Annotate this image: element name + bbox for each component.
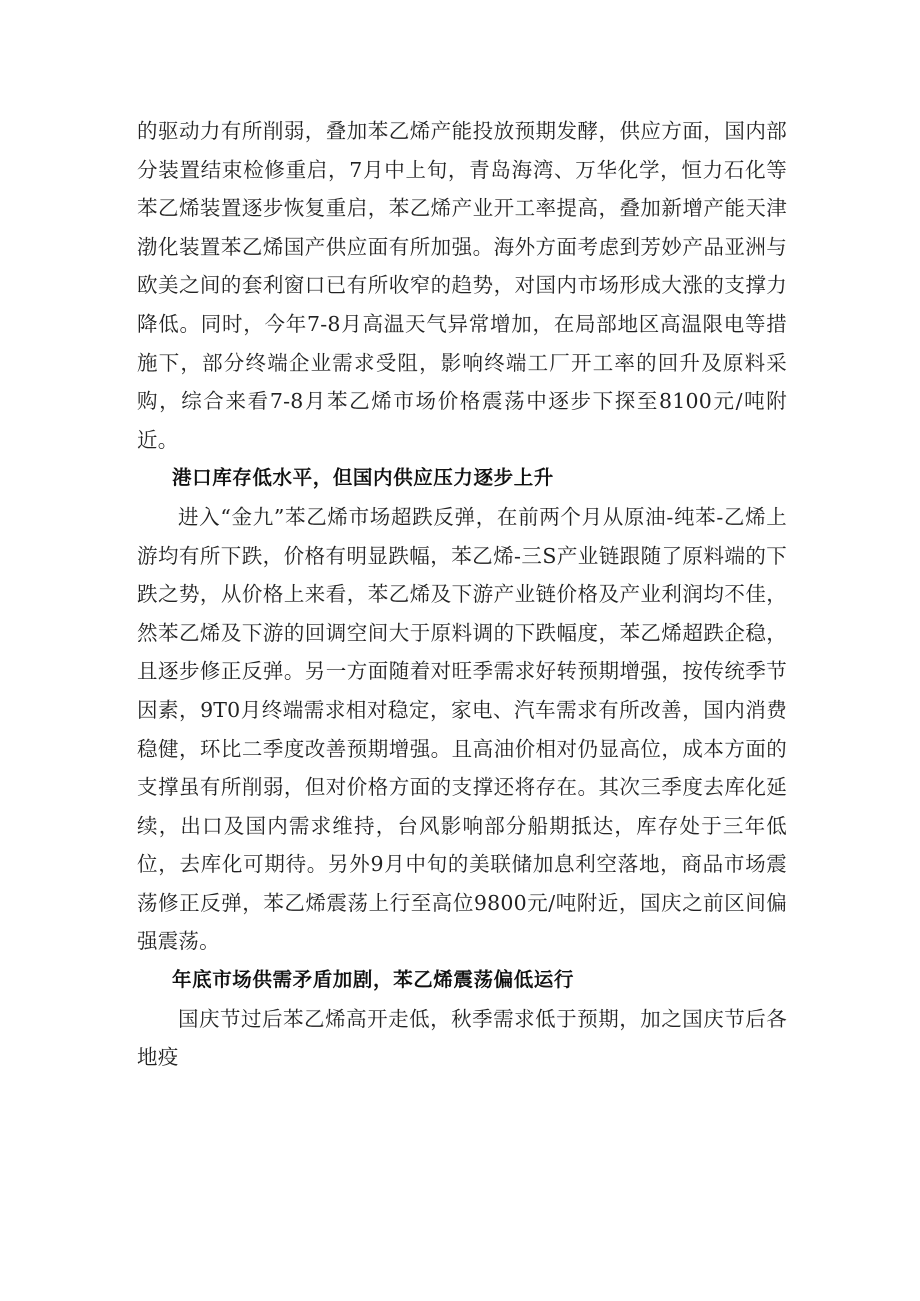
section-heading-year-end-market: 年底市场供需矛盾加剧，苯乙烯震荡偏低运行 <box>172 968 575 992</box>
document-body <box>137 112 787 1077</box>
paragraph-national-day: 国庆节过后苯乙烯高开走低，秋季需求低于预期，加之国庆节后各地疫 <box>137 1006 787 1070</box>
paragraph-golden-september: 进入“金九”苯乙烯市场超跌反弹，在前两个月从原油-纯苯-乙烯上游均有所下跌，价格有明显跌幅，苯乙烯-三S产业链跟随了原料端的下跌之势，从价格上来看，苯乙烯及下游产业链价格及产业利润均不佳，然苯乙烯及下游的回调空间大于原料调的下跌幅度，苯乙烯超跌企稳，且逐步修正反弹。另一方面随着对旺季需求好转预期增强，按传统季节因素，9T0月终端需求相对稳定，家电、汽车需求有所改善，国内消费稳健，环比二季度改善预期增强。且高油价相对仍显高位，成本方面的支撑虽有所削弱，但对价格方面的支撑还将存在。其次三季度去库化延续，出口及国内需求维持，台风影响部分船期抵达，库存处于三年低位，去库化可期待。另外9月中旬的美联储加息利空落地，商品市场震荡修正反弹，苯乙烯震荡上行至高位9800元/吨附近，国庆之前区间偏强震荡。 <box>137 504 787 954</box>
section-heading-port-inventory: 港口库存低水平，但国内供应压力逐步上升 <box>172 466 554 490</box>
paragraph-continued: 的驱动力有所削弱，叠加苯乙烯产能投放预期发酵，供应方面，国内部分装置结束检修重启，7月中上旬，青岛海湾、万华化学，恒力石化等苯乙烯装置逐步恢复重启，苯乙烯产业开工率提高，叠加新增产能天津渤化装置苯乙烯国产供应面有所加强。海外方面考虑到芳妙产品亚洲与欧美之间的套利窗口已有所收窄的趋势，对国内市场形成大涨的支撑力降低。同时，今年7-8月高温天气异常增加，在局部地区高温限电等措施下，部分终端企业需求受阻，影响终端工厂开工率的回升及原料采购，综合来看7-8月苯乙烯市场价格震荡中逐步下探至8100元/吨附近。 <box>137 119 787 452</box>
